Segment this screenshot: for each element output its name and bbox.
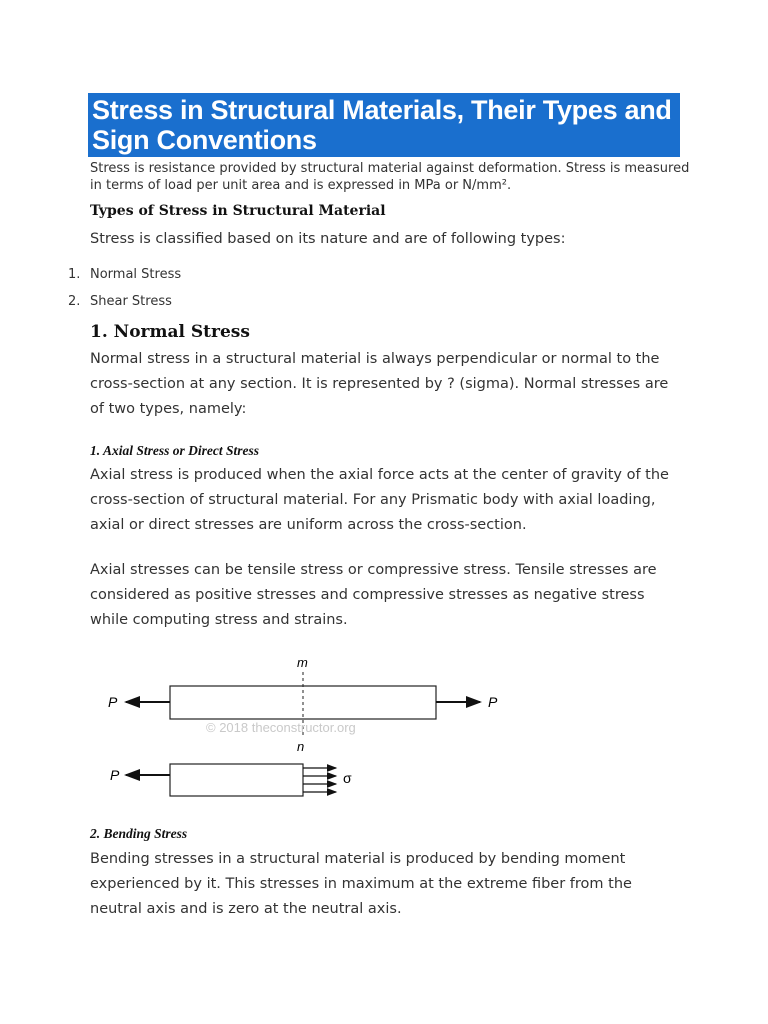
watermark: © 2018 theconstructor.org [206, 720, 356, 735]
types-list [68, 265, 181, 319]
intro-text: Stress is resistance provided by structural material against deformation. Stress is measured in terms of load per unit area and is expressed in MPa or N/mm². [90, 161, 690, 193]
list-item-label: Shear Stress [90, 294, 172, 309]
types-heading: Types of Stress in Structural Material [90, 203, 386, 219]
bending-stress-text: Bending stresses in a structural material is produced by bending moment experienced by it. This stresses in maximum at the extreme fiber from the neutral axis and is zero at the neutral axis. [90, 851, 632, 917]
normal-stress-text: Normal stress in a structural material is always perpendicular or normal to the cross-section at any section. It is represented by ? (sigma). Normal stresses are of two types, namely: [90, 351, 669, 417]
axial-stress-text: Axial stress is produced when the axial force acts at the center of gravity of the cross-section of structural material. For any Prismatic body with axial loading, axial or direct stresses are uniform across the cross-section. [90, 467, 669, 533]
axial-stress-heading: 1. Axial Stress or Direct Stress [90, 443, 260, 458]
title-banner [88, 93, 680, 157]
list-item [68, 265, 181, 292]
list-item-number: 1. [68, 267, 81, 282]
axial-stress-diagram [100, 650, 520, 810]
types-intro: Stress is classified based on its nature and are of following types: [90, 231, 566, 247]
label-p-left: P [108, 694, 118, 710]
axial-stress-sign-text: Axial stresses can be tensile stress or compressive stress. Tensile stresses are considered as positive stresses and compressive stresses as negative stress while computing stress and strains. [90, 562, 657, 628]
lower-bar [170, 764, 303, 796]
list-item [68, 292, 181, 319]
label-sigma: σ [343, 770, 352, 786]
label-p-lower: P [110, 767, 120, 783]
label-n: n [297, 739, 305, 754]
bending-stress-heading: 2. Bending Stress [90, 826, 188, 841]
normal-stress-heading: 1. Normal Stress [90, 322, 250, 342]
label-m: m [297, 655, 308, 670]
page-title: Stress in Structural Materials, Their Types and Sign Conventions [92, 95, 672, 155]
list-item-label: Normal Stress [90, 267, 182, 282]
stress-arrows [303, 768, 336, 792]
list-item-number: 2. [68, 294, 81, 309]
label-p-right: P [488, 694, 498, 710]
